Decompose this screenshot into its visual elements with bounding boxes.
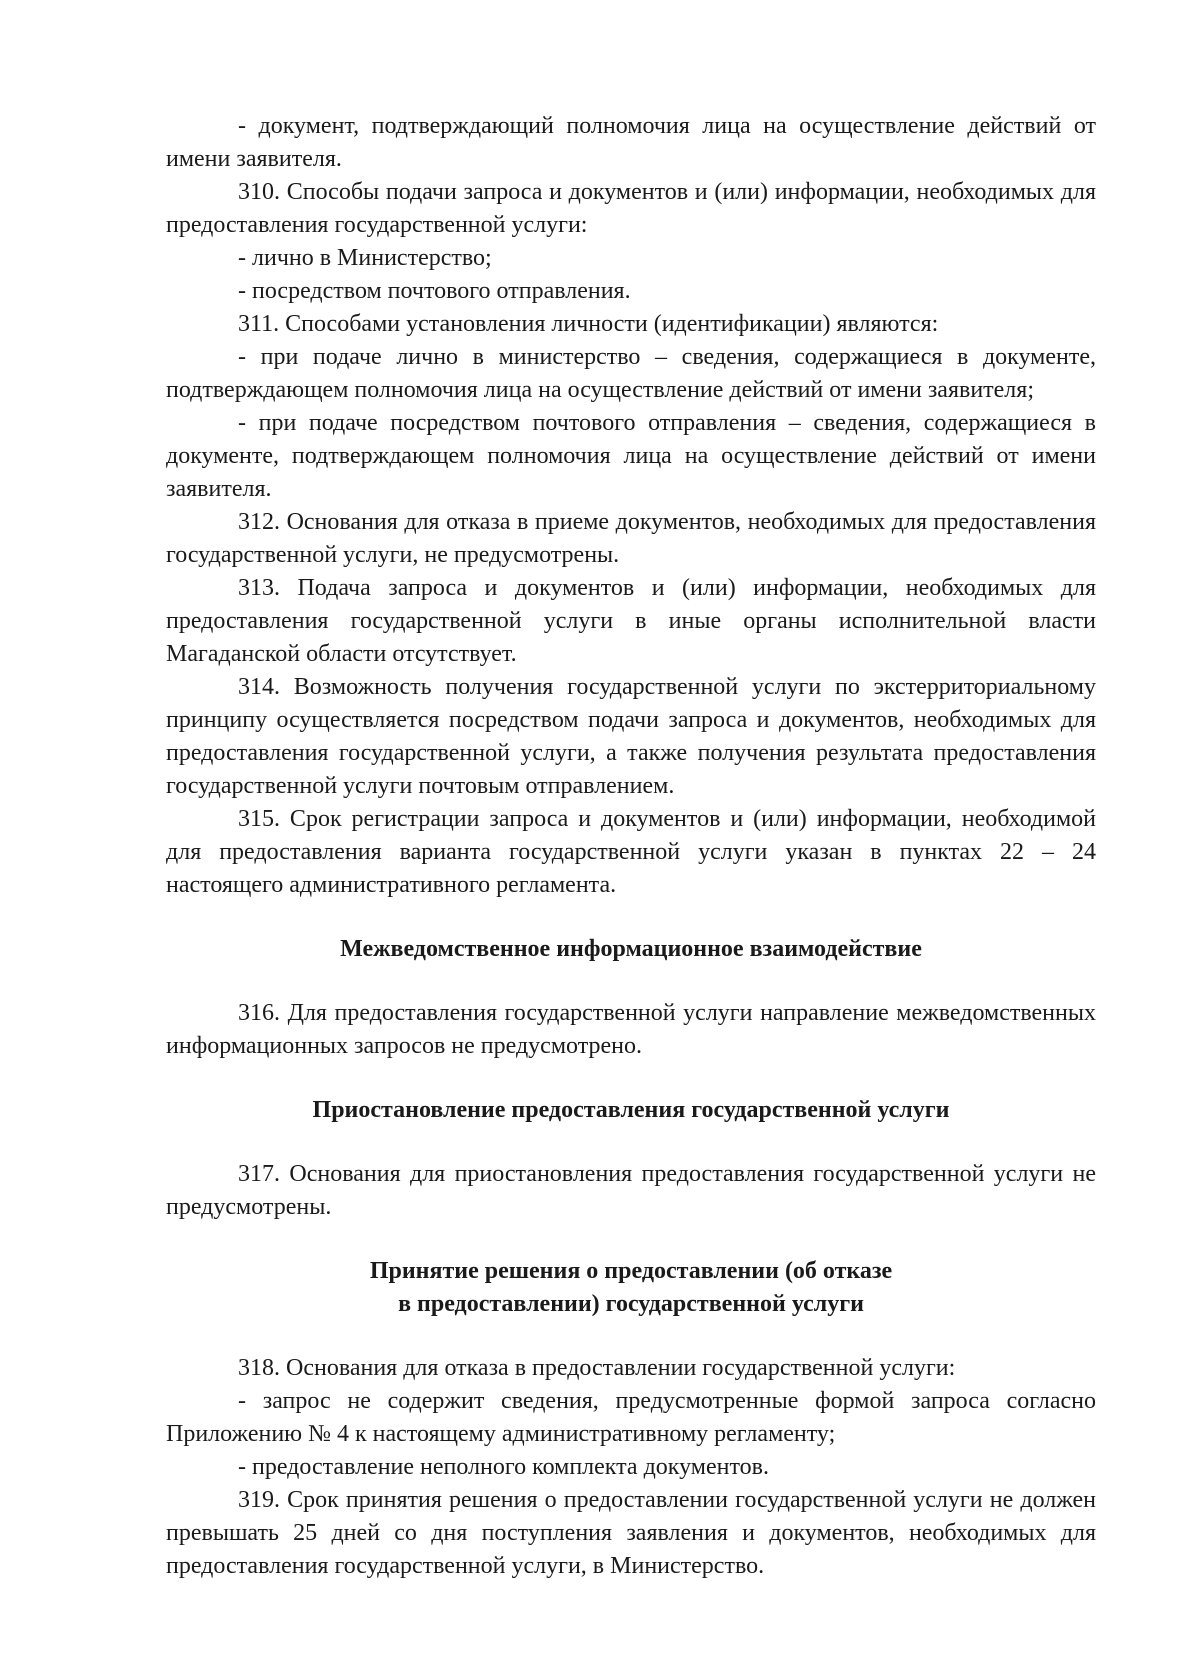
paragraph-314: 314. Возможность получения государственной услуги по экстерриториальному принципу осуществляется посредством подачи запроса и документов, необходимых для предоставления государственной услуги, а также получения результата предоставления государственной услуги почтовым отправлением.: [166, 674, 1096, 799]
list-item: - запрос не содержит сведения, предусмотренные формой запроса согласно Приложению № 4 к настоящему административному регламенту;: [166, 1388, 1096, 1447]
paragraph-315: 315. Срок регистрации запроса и документов и (или) информации, необходимой для предоставления варианта государственной услуги указан в пунктах 22 – 24 настоящего административного регламента.: [166, 806, 1096, 898]
document-page: [166, 110, 1096, 1583]
list-item: - при подаче посредством почтового отправления – сведения, содержащиеся в документе, подтверждающем полномочия лица на осуществление действий от имени заявителя.: [166, 410, 1096, 502]
list-item: - при подаче лично в министерство – сведения, содержащиеся в документе, подтверждающем полномочия лица на осуществление действий от имени заявителя;: [166, 344, 1096, 403]
paragraph-310: 310. Способы подачи запроса и документов и (или) информации, необходимых для предоставления государственной услуги:: [166, 179, 1096, 238]
paragraph: - документ, подтверждающий полномочия лица на осуществление действий от имени заявителя.: [166, 113, 1096, 172]
paragraph-312: 312. Основания для отказа в приеме документов, необходимых для предоставления государственной услуги, не предусмотрены.: [166, 509, 1096, 568]
paragraph-318: 318. Основания для отказа в предоставлении государственной услуги:: [238, 1355, 956, 1381]
paragraph-311: 311. Способами установления личности (идентификации) являются:: [238, 311, 939, 337]
section-heading-suspension: Приостановление предоставления государственной услуги: [312, 1097, 950, 1123]
paragraph-317: 317. Основания для приостановления предоставления государственной услуги не предусмотрены.: [166, 1161, 1096, 1220]
section-heading-decision: [166, 1255, 1096, 1321]
paragraph-319: 319. Срок принятия решения о предоставлении государственной услуги не должен превышать 25 дней со дня поступления заявления и документов, необходимых для предоставления государственной услуги, в Министерство.: [166, 1487, 1096, 1579]
list-item: - предоставление неполного комплекта документов.: [238, 1454, 769, 1480]
paragraph-313: 313. Подача запроса и документов и (или) информации, необходимых для предоставления государственной услуги в иные органы исполнительной власти Магаданской области отсутствует.: [166, 575, 1096, 667]
section-heading-interagency: Межведомственное информационное взаимодействие: [340, 936, 922, 962]
list-item: - лично в Министерство;: [238, 245, 492, 271]
section-heading-line: в предоставлении) государственной услуги: [398, 1291, 864, 1317]
paragraph-316: 316. Для предоставления государственной услуги направление межведомственных информационных запросов не предусмотрено.: [166, 1000, 1096, 1059]
list-item: - посредством почтового отправления.: [238, 278, 631, 304]
section-heading-line: Принятие решения о предоставлении (об отказе: [369, 1258, 893, 1284]
